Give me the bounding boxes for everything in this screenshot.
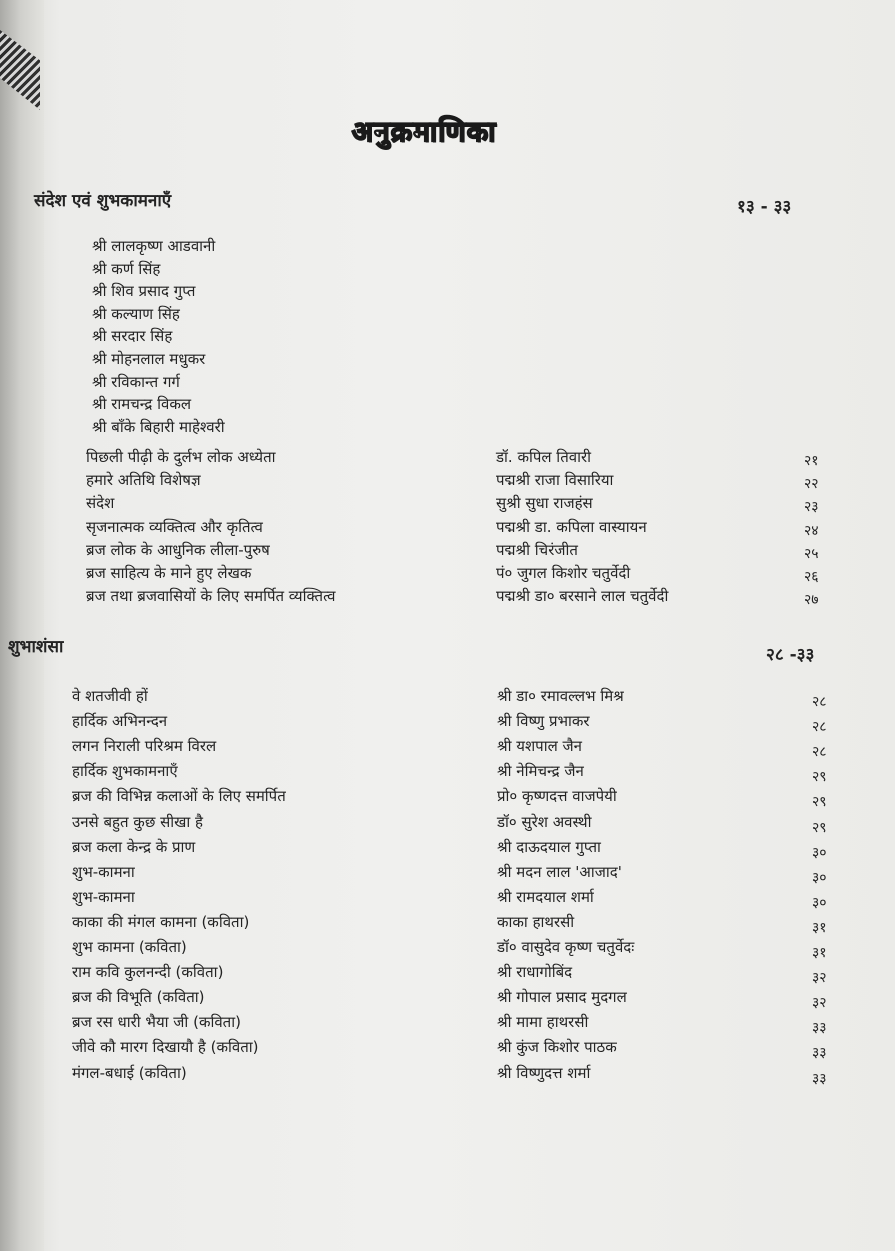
entry-title: जीवे कौ मारग दिखायौ है (कविता) (72, 1038, 259, 1057)
entry-page-number: ३३ (812, 1045, 827, 1062)
entry-title: हार्दिक अभिनन्दन (72, 712, 168, 731)
entry-author: श्री राधागोबिंद (497, 963, 573, 982)
entry-author: श्री कुंज किशोर पाठक (497, 1038, 617, 1057)
entry-title: सृजनात्मक व्यक्तित्व और कृतित्व (86, 517, 263, 536)
entry-page-number: २९ (812, 794, 827, 811)
entry-author: श्री विष्णु प्रभाकर (497, 712, 590, 731)
entry-author: डॉ० वासुदेव कृष्ण चतुर्वेदः (497, 938, 635, 956)
section-range-shubhashansa: २८ -३३ (766, 645, 815, 665)
entry-author: श्री नेमिचन्द्र जैन (497, 762, 584, 781)
page-title: अनुक्रमाणिका (351, 115, 497, 148)
entry-page-number: ३३ (812, 1070, 827, 1087)
entry-page-number: २९ (812, 769, 827, 786)
sender-name: श्री कल्याण सिंह (92, 304, 180, 323)
entry-title: पिछली पीढ़ी के दुर्लभ लोक अध्येता (86, 448, 276, 466)
entry-page-number: २८ (812, 694, 827, 710)
sender-name: श्री रामचन्द्र विकल (92, 395, 192, 414)
entry-page-number: ३३ (812, 1020, 827, 1037)
entry-title: ब्रज की विभिन्न कलाओं के लिए समर्पित (72, 787, 286, 806)
section-range-sandesh: १३ - ३३ (737, 197, 792, 217)
entry-author: पद्मश्री डा० बरसाने लाल चतुर्वेदी (496, 587, 669, 606)
entry-title: शुभ-कामना (72, 862, 135, 881)
section-heading-sandesh: संदेश एवं शुभकामनाएँ (34, 191, 172, 211)
entry-title: ब्रज की विभूति (कविता) (72, 988, 205, 1007)
entry-author: पद्मश्री डा. कपिला वास्यायन (496, 517, 647, 536)
entry-title: संदेश (86, 494, 115, 513)
entry-page-number: २९ (812, 819, 827, 836)
entry-author: श्री विष्णुदत्त शर्मा (497, 1063, 591, 1082)
entry-author: डॉ. कपिल तिवारी (496, 448, 591, 466)
entry-page-number: २३ (804, 499, 819, 516)
entry-page-number: २७ (804, 592, 819, 609)
entry-author: श्री यशपाल जैन (497, 737, 582, 756)
title-banner (318, 112, 530, 152)
entry-page-number: ३१ (812, 919, 827, 936)
entry-title: शुभ कामना (कविता) (72, 938, 187, 956)
entry-page-number: २६ (804, 569, 819, 585)
entry-author: पं० जुगल किशोर चतुर्वेदी (496, 564, 631, 582)
entry-title: ब्रज लोक के आधुनिक लीला-पुरुष (86, 540, 270, 559)
section-heading-shubhashansa: शुभाशंसा (8, 637, 64, 657)
entry-title: मंगल-बधाई (कविता) (72, 1063, 187, 1082)
entry-author: श्री गोपाल प्रसाद मुदगल (497, 988, 627, 1007)
entry-author: पद्मश्री चिरंजीत (496, 540, 578, 559)
entry-page-number: २४ (804, 522, 819, 539)
entry-title: काका की मंगल कामना (कविता) (72, 912, 250, 931)
sender-name: श्री शिव प्रसाद गुप्त (92, 282, 196, 301)
entry-title: शुभ-कामना (72, 887, 135, 906)
sender-name: श्री सरदार सिंह (92, 327, 173, 346)
entry-author: सुश्री सुधा राजहंस (496, 494, 593, 513)
entry-title: ब्रज साहित्य के माने हुए लेखक (86, 564, 252, 582)
entry-title: लगन निराली परिश्रम विरल (72, 737, 217, 756)
entry-page-number: ३० (812, 844, 827, 861)
sender-name: श्री कर्ण सिंह (92, 259, 161, 278)
entry-page-number: ३० (812, 869, 827, 886)
entry-page-number: ३१ (812, 945, 827, 961)
entry-title: ब्रज रस धारी भैया जी (कविता) (72, 1013, 241, 1032)
entry-title: ब्रज तथा ब्रजवासियों के लिए समर्पित व्यक्तित्व (86, 587, 336, 606)
entry-page-number: २८ (812, 744, 827, 761)
entry-title: वे शतजीवी हों (72, 687, 148, 705)
sender-name: श्री मोहनलाल मधुकर (92, 350, 206, 368)
entry-author: पद्मश्री राजा विसारिया (496, 471, 614, 490)
entry-author: प्रो० कृष्णदत्त वाजपेयी (497, 787, 617, 806)
entry-page-number: ३० (812, 894, 827, 911)
entry-author: काका हाथरसी (497, 912, 575, 931)
entry-author: डॉ० सुरेश अवस्थी (497, 812, 592, 831)
entry-page-number: २२ (804, 476, 819, 493)
entry-author: श्री मामा हाथरसी (497, 1013, 589, 1032)
sender-name: श्री लालकृष्ण आडवानी (92, 237, 216, 255)
entry-title: उनसे बहुत कुछ सीखा है (72, 812, 204, 831)
entry-page-number: ३२ (812, 970, 827, 987)
entry-page-number: २८ (812, 719, 827, 736)
entry-page-number: २१ (804, 453, 819, 469)
entry-title: हमारे अतिथि विशेषज्ञ (86, 471, 201, 490)
entry-author: श्री डा० रमावल्लभ मिश्र (497, 687, 624, 705)
entry-title: राम कवि कुलनन्दी (कविता) (72, 963, 224, 982)
entry-author: श्री मदन लाल 'आजाद' (497, 862, 622, 881)
entry-page-number: ३२ (812, 995, 827, 1012)
entry-page-number: २५ (804, 545, 819, 562)
entry-author: श्री दाऊदयाल गुप्ता (497, 837, 601, 856)
entry-title: हार्दिक शुभकामनाएँ (72, 762, 178, 781)
entry-title: ब्रज कला केन्द्र के प्राण (72, 837, 196, 856)
sender-name: श्री बाँके बिहारी माहेश्वरी (92, 417, 225, 436)
sender-name: श्री रविकान्त गर्ग (92, 372, 180, 391)
entry-author: श्री रामदयाल शर्मा (497, 887, 594, 906)
